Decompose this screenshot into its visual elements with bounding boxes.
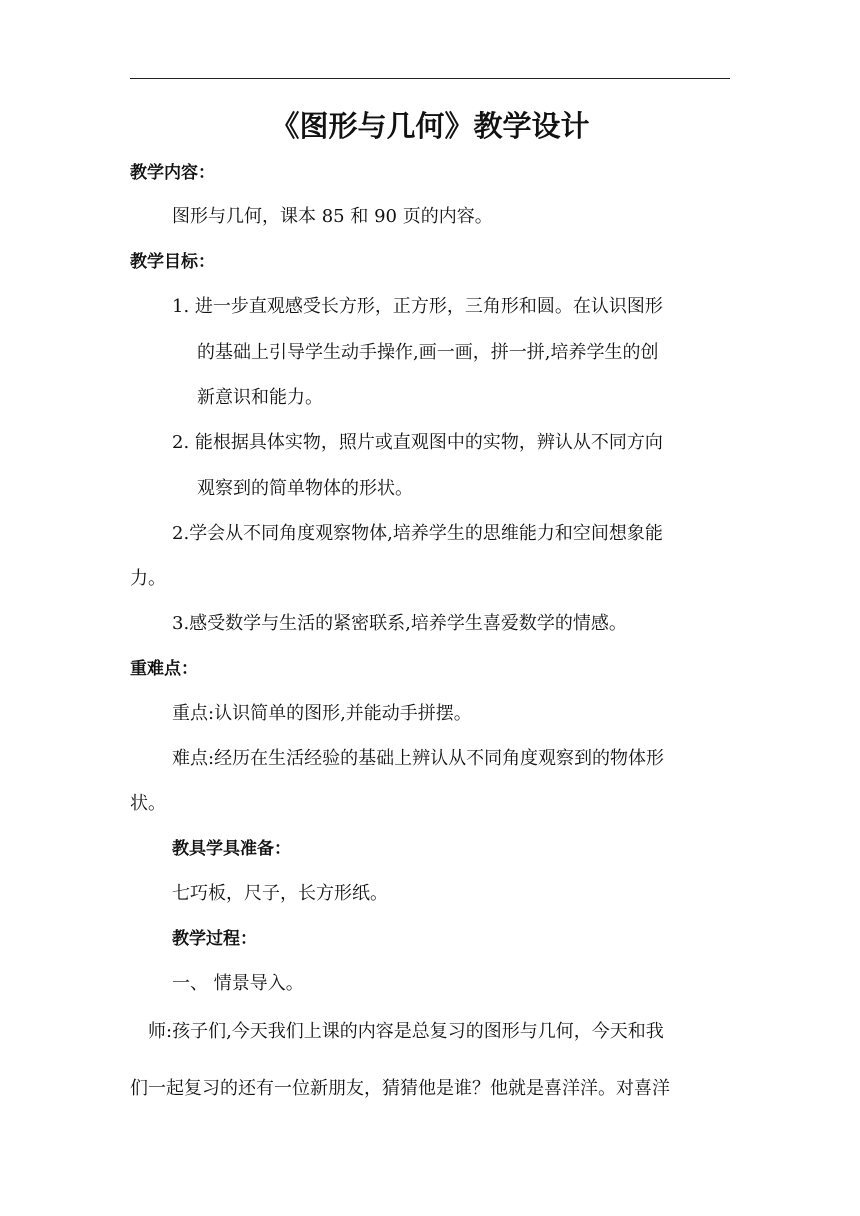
difficult-point-line2: 状。	[130, 793, 166, 814]
teacher-speech-line1: 师:孩子们,今天我们上课的内容是总复习的图形与几何，今天和我	[148, 1021, 664, 1042]
keypoints-heading: 重难点：	[130, 659, 198, 679]
goal4-text: 3.感受数学与生活的紧密联系,培养学生喜爱数学的情感。	[172, 613, 627, 634]
tools-text: 七巧板，尺子，长方形纸。	[172, 883, 388, 904]
content-text: 图形与几何，课本 85 和 90 页的内容。	[172, 206, 493, 227]
goal3-line2: 力。	[130, 568, 166, 589]
tools-heading: 教具学具准备：	[172, 839, 291, 859]
header-rule	[130, 78, 730, 79]
difficult-point-line1: 难点:经历在生活经验的基础上辨认从不同角度观察到的物体形	[172, 748, 665, 769]
teacher-speech-line2: 们一起复习的还有一位新朋友，猜猜他是谁？他就是喜洋洋。对喜洋	[130, 1078, 670, 1099]
process-step-1: 一、 情景导入。	[172, 973, 304, 994]
goals-heading: 教学目标：	[130, 252, 215, 272]
goal1-line3: 新意识和能力。	[197, 387, 323, 408]
goal3-line1: 2.学会从不同角度观察物体,培养学生的思维能力和空间想象能	[172, 523, 663, 544]
document-title: 《图形与几何》教学设计	[270, 109, 590, 143]
content-heading: 教学内容：	[130, 163, 215, 183]
goal2-line1: 2. 能根据具体实物，照片或直观图中的实物，辨认从不同方向	[172, 432, 663, 453]
goal2-line2: 观察到的简单物体的形状。	[197, 478, 413, 499]
process-heading: 教学过程：	[172, 929, 257, 949]
key-point-text: 重点:认识简单的图形,并能动手拼摆。	[172, 703, 472, 724]
goal1-line1: 1. 进一步直观感受长方形，正方形，三角形和圆。在认识图形	[172, 296, 663, 317]
goal1-line2: 的基础上引导学生动手操作,画一画，拼一拼,培养学生的创	[197, 342, 659, 363]
